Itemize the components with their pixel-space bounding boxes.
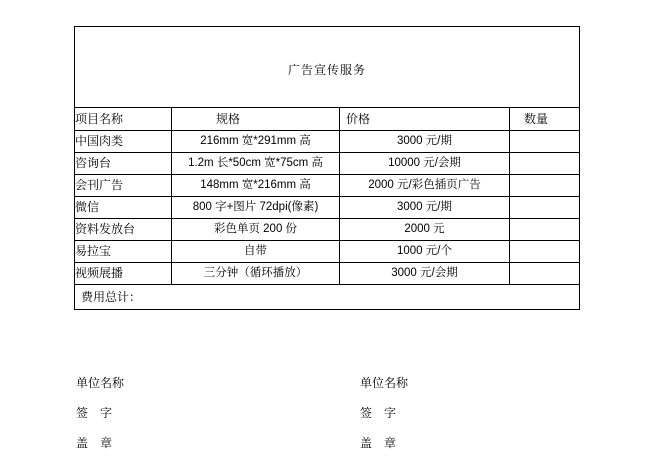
cell-price: 1000 元/个 <box>340 241 510 263</box>
cell-spec: 1.2m 长*50cm 宽*75cm 高 <box>172 153 340 175</box>
signature-block-right <box>360 368 408 458</box>
seal-label-right: 盖 章 <box>360 436 397 450</box>
cell-quantity <box>510 263 580 285</box>
cell-price: 2000 元 <box>340 219 510 241</box>
table-row <box>75 131 580 153</box>
cell-item-name: 咨询台 <box>75 153 172 175</box>
cell-quantity <box>510 175 580 197</box>
table-row <box>75 175 580 197</box>
cell-item-name: 视频展播 <box>75 263 172 285</box>
advertising-service-table <box>74 26 580 310</box>
header-price: 价格 <box>340 108 510 131</box>
header-quantity: 数量 <box>510 108 580 131</box>
unit-name-label-left: 单位名称 <box>76 376 125 390</box>
cell-price: 3000 元/期 <box>340 131 510 153</box>
cell-quantity <box>510 197 580 219</box>
total-row <box>75 285 580 310</box>
cell-price: 10000 元/会期 <box>340 153 510 175</box>
cell-item-name: 资料发放台 <box>75 219 172 241</box>
cell-spec: 148mm 宽*216mm 高 <box>172 175 340 197</box>
cell-quantity <box>510 241 580 263</box>
signature-label-right: 签 字 <box>360 406 397 420</box>
table-row <box>75 219 580 241</box>
cell-quantity <box>510 219 580 241</box>
cell-price: 2000 元/彩色插页广告 <box>340 175 510 197</box>
signature-block-left <box>76 368 124 458</box>
cell-price: 3000 元/会期 <box>340 263 510 285</box>
table-header-row <box>75 108 580 131</box>
cell-spec: 800 字+图片 72dpi(像素) <box>172 197 340 219</box>
cell-spec: 自带 <box>172 241 340 263</box>
table-row <box>75 241 580 263</box>
cell-spec: 彩色单页 200 份 <box>172 219 340 241</box>
cell-quantity <box>510 131 580 153</box>
table-row <box>75 153 580 175</box>
unit-name-label-right: 单位名称 <box>360 376 409 390</box>
table-row <box>75 263 580 285</box>
cell-quantity <box>510 153 580 175</box>
signature-label-left: 签 字 <box>76 406 113 420</box>
cell-item-name: 易拉宝 <box>75 241 172 263</box>
seal-label-left: 盖 章 <box>76 436 113 450</box>
header-item-name: 项目名称 <box>75 108 172 131</box>
total-label: 费用总计： <box>75 285 580 310</box>
title-row <box>75 27 580 108</box>
table-row <box>75 197 580 219</box>
cell-price: 3000 元/期 <box>340 197 510 219</box>
page-title: 广告宣传服务 <box>288 62 367 77</box>
cell-spec: 三分钟（循环播放） <box>172 263 340 285</box>
cell-item-name: 中国肉类 <box>75 131 172 153</box>
header-spec: 规格 <box>172 108 340 131</box>
document-title-cell <box>75 27 580 108</box>
cell-item-name: 微信 <box>75 197 172 219</box>
cell-spec: 216mm 宽*291mm 高 <box>172 131 340 153</box>
cell-item-name: 会刊广告 <box>75 175 172 197</box>
